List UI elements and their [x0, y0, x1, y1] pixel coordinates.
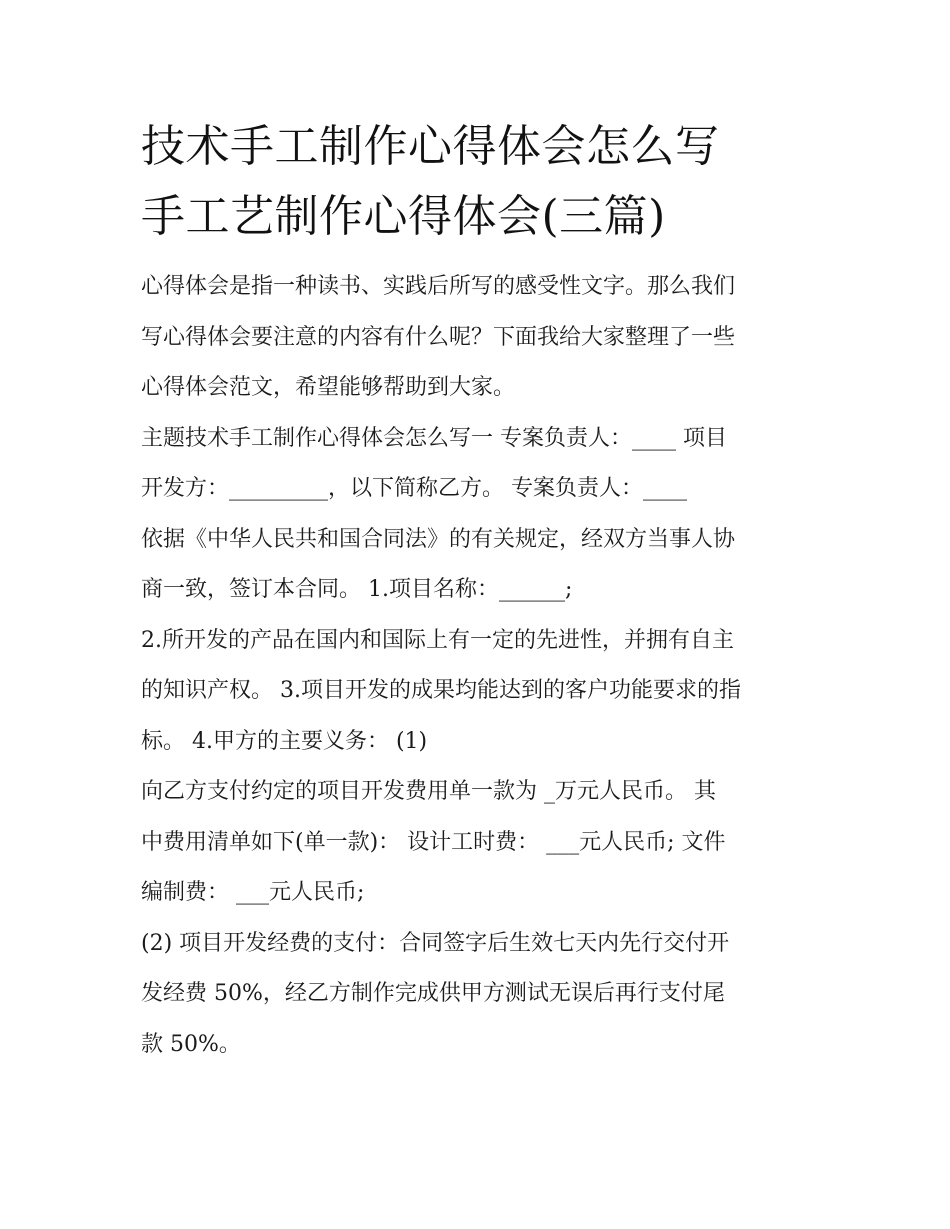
paragraph-contract-basis — [141, 515, 821, 616]
paragraph-payment — [141, 919, 821, 1071]
paragraph-project-lead — [141, 414, 821, 515]
paragraph-intro — [141, 262, 821, 414]
text-line: 中费用清单如下(单一款)： 设计工时费： ___元人民币; 文件 — [141, 829, 726, 855]
text-line: 2.所开发的产品在国内和国际上有一定的先进性，并拥有自主 — [141, 627, 734, 653]
paragraph-product-requirements — [141, 616, 821, 768]
text-line: 的知识产权。 3.项目开发的成果均能达到的客户功能要求的指 — [141, 678, 741, 703]
document-title — [141, 112, 821, 252]
text-line: (2) 项目开发经费的支付：合同签字后生效七天内先行交付开 — [141, 930, 730, 956]
text-line: 主题技术手工制作心得体会怎么写一 专案负责人：____ 项目 — [141, 425, 727, 451]
text-line: 写心得体会要注意的内容有什么呢？下面我给大家整理了一些 — [141, 324, 736, 350]
title-line: 技术手工制作心得体会怎么写 — [141, 121, 720, 172]
text-line: 心得体会范文，希望能够帮助到大家。 — [141, 375, 516, 400]
title-line: 手工艺制作心得体会(三篇) — [141, 191, 666, 242]
text-line: 标。 4.甲方的主要义务： (1) — [141, 728, 428, 754]
text-line: 向乙方支付约定的项目开发费用单一款为 _万元人民币。 其 — [141, 779, 716, 804]
text-line: 开发方：_________，以下简称乙方。 专案负责人：____ — [141, 476, 687, 501]
text-line: 心得体会是指一种读书、实践后所写的感受性文字。那么我们 — [141, 274, 736, 299]
document-page — [141, 112, 821, 1070]
paragraph-fees — [141, 767, 821, 919]
text-line: 发经费 50%，经乙方制作完成供甲方测试无误后再行支付尾 — [141, 981, 725, 1006]
text-line: 商一致，签订本合同。 1.项目名称：______; — [141, 577, 573, 602]
text-line: 编制费： ___元人民币; — [141, 880, 365, 905]
document-body — [141, 262, 821, 1070]
text-line: 依据《中华人民共和国合同法》的有关规定，经双方当事人协 — [141, 526, 736, 552]
text-line: 款 50%。 — [141, 1031, 241, 1057]
